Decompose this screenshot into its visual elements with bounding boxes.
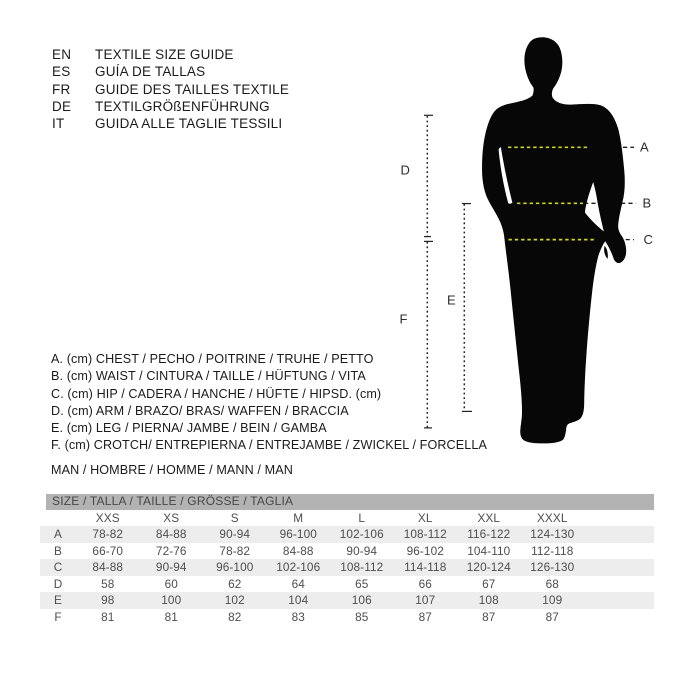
legend-line: C. (cm) HIP / CADERA / HANCHE / HÜFTE / HIPSD. (cm)	[51, 386, 382, 401]
legend-line: E. (cm) LEG / PIERNA/ JAMBE / BEIN / GAMBA	[51, 421, 327, 436]
size-col-header: S	[230, 510, 239, 525]
size-col-header: XXXL	[536, 510, 568, 525]
row-label: C	[40, 559, 76, 576]
size-cell: 120-124	[457, 559, 521, 576]
language-title: TEXTILGRÖßENFÜHRUNG	[95, 98, 270, 114]
language-code: FR	[52, 81, 71, 97]
size-cell: 64	[291, 576, 305, 591]
thumb-detail	[604, 246, 608, 259]
table-row	[40, 526, 654, 543]
size-cell: 84-88	[76, 559, 140, 576]
measure-label-b: B	[642, 195, 652, 211]
size-col-header: M	[293, 510, 304, 525]
gender-line: MAN / HOMBRE / HOMME / MANN / MAN	[51, 463, 293, 477]
size-cell: 100	[140, 592, 204, 609]
language-row	[52, 98, 289, 115]
size-cell: 108	[457, 592, 521, 609]
size-cell: 96-100	[203, 559, 267, 576]
table-row	[40, 559, 654, 576]
table-row	[40, 576, 654, 593]
measure-label-f: F	[399, 311, 408, 327]
size-cell: 67	[482, 576, 496, 591]
size-cell: 87	[545, 609, 559, 624]
size-cell: 104-110	[467, 543, 511, 558]
size-col-header: XXL	[477, 510, 501, 525]
measure-label-a: A	[640, 139, 649, 155]
size-cell: 81	[164, 609, 178, 624]
row-label: E	[40, 592, 76, 609]
measure-label-e: E	[447, 292, 456, 308]
size-cell: 109	[521, 592, 585, 609]
size-cell: 82	[228, 609, 242, 624]
legend-line: B. (cm) WAIST / CINTURA / TAILLE / HÜFTUNG / VITA	[51, 369, 366, 384]
row-label: A	[40, 526, 76, 543]
language-code: EN	[52, 47, 72, 62]
size-cell: 84-88	[282, 543, 314, 558]
size-cell: 112-118	[531, 543, 574, 558]
measurement-legend	[51, 351, 487, 455]
size-cell: 72-76	[155, 543, 187, 558]
size-cell: 90-94	[203, 526, 267, 543]
size-cell: 126-130	[521, 559, 585, 576]
size-cell: 85	[355, 609, 369, 624]
language-title: TEXTILE SIZE GUIDE	[95, 47, 234, 62]
size-col-header: XL	[417, 510, 433, 525]
size-cell: 78-82	[76, 526, 140, 543]
language-title: GUIDA ALLE TAGLIE TESSILI	[95, 116, 283, 132]
size-cell: 124-130	[521, 526, 585, 543]
row-label: D	[53, 576, 63, 591]
size-table-header: SIZE / TALLA / TAILLE / GRÖSSE / TAGLIA	[46, 494, 654, 510]
size-cell: 104	[267, 592, 331, 609]
language-code: DE	[52, 98, 72, 114]
language-title: GUÍA DE TALLAS	[95, 64, 206, 80]
measure-label-d: D	[400, 162, 410, 178]
legend-line: A. (cm) CHEST / PECHO / POITRINE / TRUHE / PETTO	[51, 352, 374, 366]
size-cell: 83	[291, 609, 305, 624]
size-cell: 96-100	[267, 526, 331, 543]
legend-line: D. (cm) ARM / BRAZO/ BRAS/ WAFFEN / BRACCIA	[51, 403, 349, 418]
size-cell: 87	[482, 609, 496, 624]
table-row	[40, 543, 654, 560]
size-cell: 65	[355, 576, 369, 591]
size-cell: 84-88	[140, 526, 204, 543]
size-cell: 114-118	[394, 559, 458, 576]
size-cell: 66-70	[92, 543, 124, 558]
size-cell: 81	[101, 609, 115, 624]
size-columns-row	[40, 510, 654, 527]
table-row	[40, 592, 654, 609]
size-col-header: L	[358, 510, 366, 525]
size-cell: 108-112	[330, 559, 394, 576]
size-cell: 68	[545, 576, 559, 591]
size-cell: 58	[101, 576, 115, 591]
size-cell: 66	[418, 576, 432, 591]
size-cell: 102-106	[330, 526, 394, 543]
language-code: IT	[52, 116, 65, 132]
size-cell: 102	[203, 592, 267, 609]
measure-label-c: C	[643, 232, 653, 247]
size-cell: 78-82	[219, 543, 251, 558]
size-cell: 107	[394, 592, 458, 609]
language-title: GUIDE DES TAILLES TEXTILE	[95, 81, 290, 97]
language-code: ES	[52, 64, 71, 80]
size-cell: 116-122	[457, 526, 521, 543]
size-cell: 90-94	[346, 543, 378, 558]
size-col-header: XXS	[95, 510, 120, 525]
row-label: B	[54, 543, 62, 558]
size-table	[40, 494, 654, 625]
size-cell: 102-106	[267, 559, 331, 576]
size-cell: 96-102	[406, 543, 444, 558]
size-cell: 108-112	[394, 526, 458, 543]
size-table-grid	[40, 510, 654, 626]
size-cell: 90-94	[140, 559, 204, 576]
language-title-block	[52, 46, 289, 132]
size-cell: 60	[164, 576, 178, 591]
language-row	[52, 81, 289, 98]
language-row	[52, 46, 289, 63]
size-col-header: XS	[163, 510, 180, 525]
language-row	[52, 115, 289, 132]
size-cell: 106	[330, 592, 394, 609]
language-row	[52, 63, 289, 80]
legend-line: F. (cm) CROTCH/ ENTREPIERNA / ENTREJAMBE / ZWICKEL / FORCELLA	[51, 438, 487, 453]
size-cell: 62	[228, 576, 242, 591]
table-row	[40, 609, 654, 626]
row-label: F	[54, 609, 62, 624]
size-cell: 98	[76, 592, 140, 609]
size-cell: 87	[418, 609, 432, 624]
